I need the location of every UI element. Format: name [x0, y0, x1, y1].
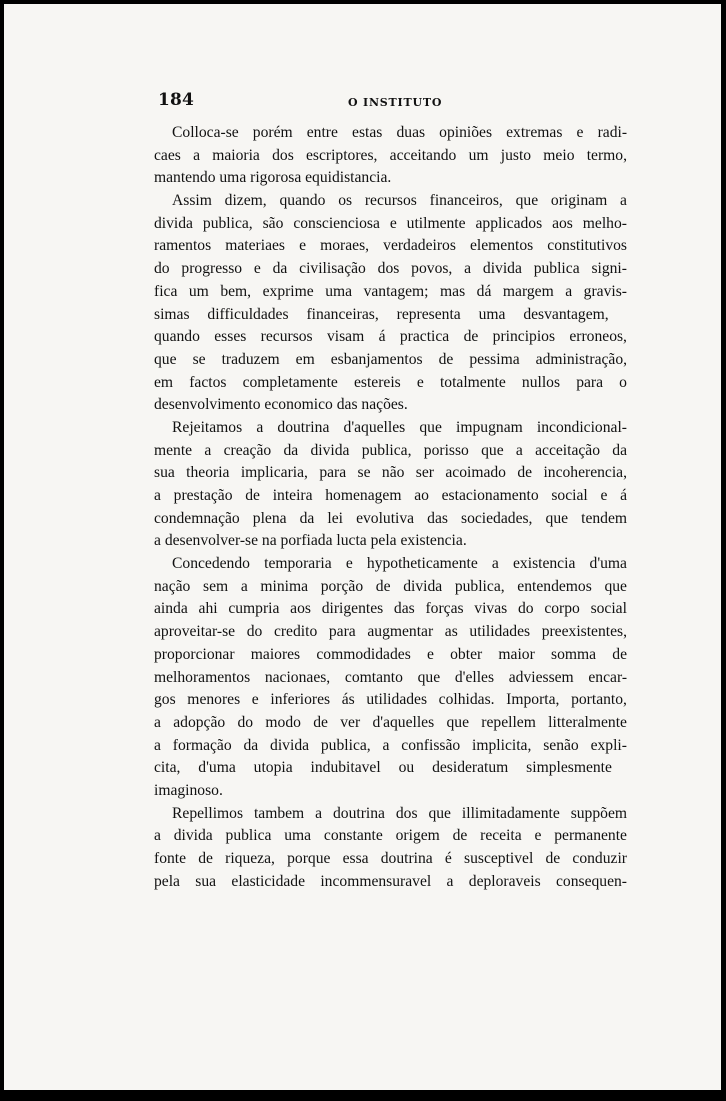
- text-line: a divida publica uma constante origem de receita e permanente: [154, 827, 627, 845]
- paragraph-1: [154, 122, 627, 190]
- text-line: a formação da divida publica, a confissão implicita, senão expli-: [154, 736, 627, 754]
- text-line: Rejeitamos a doutrina d'aquelles que impugnam incondicional-: [172, 418, 627, 436]
- body-text: [154, 122, 627, 893]
- text-line: Assim dizem, quando os recursos financeiros, que originam a: [172, 192, 627, 210]
- text-line: sua theoria implicaria, para se não ser acoimado de incoherencia,: [154, 464, 628, 482]
- text-line: fica um bem, exprime uma vantagem; mas dá margem a gravis-: [154, 282, 627, 300]
- text-line: quando esses recursos visam á practica de principios erroneos,: [154, 328, 627, 346]
- text-line: Concedendo temporaria e hypotheticamente a existencia d'uma: [172, 555, 627, 573]
- paragraph-5: [154, 803, 627, 894]
- text-line: a desenvolver-se na porfiada lucta pela existencia.: [154, 532, 467, 550]
- text-line: ramentos materiaes e moraes, verdadeiros elementos constitutivos: [154, 237, 628, 255]
- text-line: nação sem a minima porção de divida publica, entendemos que: [154, 577, 627, 595]
- running-title: O INSTITUTO: [348, 96, 443, 109]
- paragraph-3: [154, 417, 627, 553]
- text-line: divida publica, são conscienciosa e utilmente applicados aos melho-: [154, 214, 627, 232]
- text-line: a adopção do modo de ver d'aquelles que repellem litteralmente: [154, 713, 627, 731]
- text-line: melhoramentos nacionaes, comtanto que d'elles adviessem encar-: [154, 668, 628, 686]
- page-number: 184: [158, 90, 195, 110]
- text-line: a prestação de inteira homenagem ao estacionamento social e á: [154, 487, 628, 504]
- text-line: pela sua elasticidade incommensuravel a deploraveis consequen-: [154, 872, 627, 890]
- text-line: mantendo uma rigorosa equidistancia.: [154, 169, 392, 187]
- text-line: cita, d'uma utopia indubitavel ou desideratum simplesmente: [154, 759, 612, 777]
- text-line: Repellimos tambem a doutrina dos que illimitadamente suppõem: [172, 804, 627, 822]
- text-line: ainda ahi cumpria aos dirigentes das forças vivas do corpo social: [154, 600, 627, 618]
- text-line: Colloca-se porém entre estas duas opiniões extremas e radi-: [172, 124, 628, 141]
- text-line: simas difficuldades financeiras, representa uma desvantagem,: [154, 305, 609, 323]
- text-line: fonte de riqueza, porque essa doutrina é susceptivel de conduzir: [154, 850, 627, 867]
- text-line: imaginoso.: [154, 781, 223, 799]
- text-line: gos menores e inferiores ás utilidades colhidas. Importa, portanto,: [154, 691, 627, 709]
- text-line: desenvolvimento economico das nações.: [154, 396, 408, 414]
- text-line: aproveitar-se do credito para augmentar as utilidades preexistentes,: [154, 623, 627, 641]
- text-line: que se traduzem em esbanjamentos de pessima administração,: [154, 350, 628, 368]
- paragraph-2: [154, 190, 627, 417]
- paragraph-4: [154, 553, 627, 803]
- text-line: mente a creação da divida publica, porisso que a acceitação da: [154, 441, 628, 459]
- page-header: [158, 90, 631, 114]
- text-line: condemnação plena da lei evolutiva das sociedades, que tendem: [154, 509, 628, 527]
- text-line: do progresso e da civilisação dos povos, a divida publica signi-: [154, 260, 627, 278]
- text-line: caes a maioria dos escriptores, acceitando um justo meio termo,: [154, 146, 627, 164]
- text-line: em factos completamente estereis e totalmente nullos para o: [154, 373, 627, 391]
- text-line: proporcionar maiores commodidades e obter maior somma de: [154, 645, 628, 663]
